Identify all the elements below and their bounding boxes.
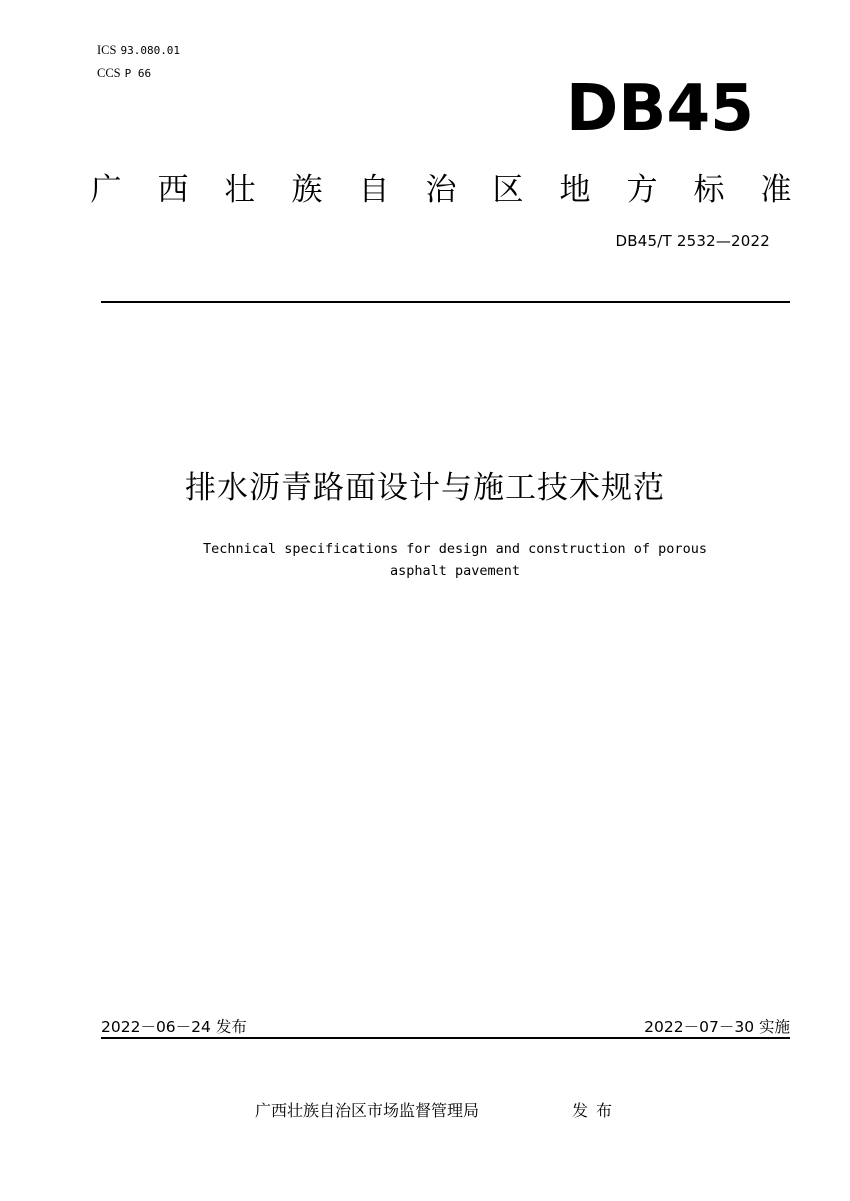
ccs-code <box>97 65 151 82</box>
standard-type-char: 壮 <box>224 171 256 208</box>
bottom-divider <box>101 1037 790 1039</box>
issuing-authority: 广西壮族自治区市场监督管理局 <box>255 1101 480 1120</box>
standard-type-char: 族 <box>291 171 323 208</box>
issue-label: 发布 <box>572 1101 621 1120</box>
ics-value: 93.080.01 <box>120 44 181 57</box>
logo-text: DB45 <box>566 72 754 140</box>
standard-type-char: 自 <box>358 171 390 208</box>
implement-date: 2022－07－30 实施 <box>644 1018 790 1036</box>
ccs-label: CCS <box>97 66 121 80</box>
ics-label: ICS <box>97 43 117 57</box>
standard-type-char: 治 <box>425 171 457 208</box>
standard-type-char: 准 <box>760 171 792 208</box>
document-title-en-line2: asphalt pavement <box>389 563 521 579</box>
standard-type-char: 标 <box>693 171 725 208</box>
standard-type-char: 广 <box>90 171 122 208</box>
standard-type-char: 地 <box>559 171 591 208</box>
standard-type-char: 方 <box>626 171 658 208</box>
publish-date: 2022－06－24 发布 <box>101 1018 247 1036</box>
standard-type-char: 区 <box>492 171 524 208</box>
document-title-en-line1: Technical specifications for design and construction of porous <box>203 541 707 557</box>
standard-number: DB45/T 2532—2022 <box>615 232 770 250</box>
top-divider <box>101 301 790 303</box>
standard-type-title <box>86 158 796 214</box>
ccs-value: P 66 <box>124 67 152 80</box>
standard-type-char: 西 <box>157 171 189 208</box>
db45-logo <box>566 68 756 140</box>
ics-code <box>97 42 180 59</box>
document-title-en <box>110 538 800 582</box>
document-title-cn: 排水沥青路面设计与施工技术规范 <box>185 470 665 506</box>
